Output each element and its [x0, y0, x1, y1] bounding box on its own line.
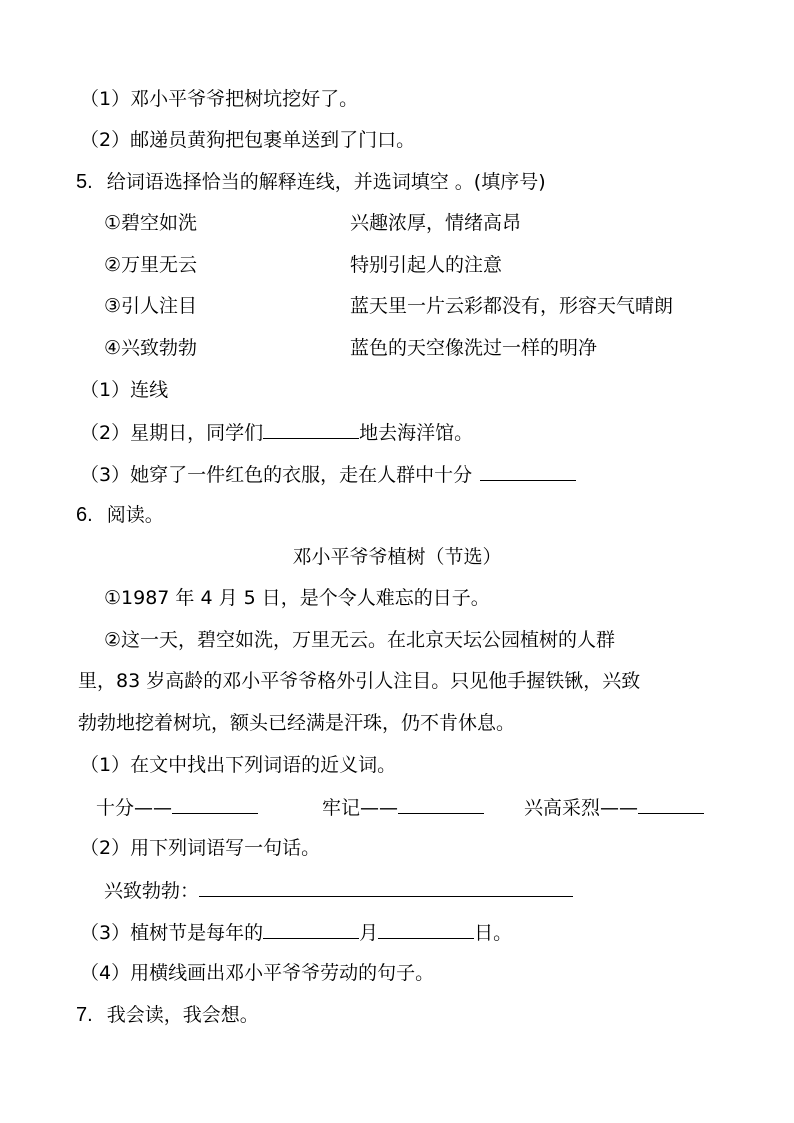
q5-sub-2	[80, 420, 473, 445]
q5-sub-3	[80, 462, 576, 487]
q6-synonym-3-blank[interactable]	[638, 795, 704, 814]
q5-header	[76, 170, 546, 194]
q5-word-4[interactable]: ④兴致勃勃	[104, 337, 198, 359]
q6-header	[76, 503, 164, 527]
q7-number: 7.	[76, 1004, 93, 1026]
q7-prompt: 我会读，我会想。	[106, 1004, 259, 1026]
q5-prompt: 给词语选择恰当的解释连线，并选词填空 。(填序号)	[106, 171, 546, 193]
q5-meaning-3[interactable]: 蓝天里一片云彩都没有，形容天气晴朗	[350, 295, 674, 317]
q6-month-blank[interactable]	[263, 920, 359, 939]
q6-synonym-1-blank[interactable]	[172, 795, 258, 814]
q6-synonym-3-label: 兴高采烈——	[524, 797, 639, 819]
q5-meaning-1[interactable]: 兴趣浓厚，情绪高昂	[350, 212, 522, 234]
q6-para-2-line-1: ②这一天，碧空如洗，万里无云。在北京天坛公园植树的人群	[104, 629, 616, 651]
q6-sentence-word: 兴致勃勃：	[104, 880, 200, 902]
q6-synonym-2-blank[interactable]	[398, 795, 484, 814]
q6-sub-3-month: 月	[359, 922, 379, 944]
q6-number: 6.	[76, 504, 93, 526]
q5-meaning-2[interactable]: 特别引起人的注意	[350, 254, 503, 276]
q6-synonym-1	[96, 795, 258, 820]
q6-sub-3	[80, 920, 512, 945]
q5-sub-2-blank[interactable]	[263, 420, 359, 439]
q6-sub-3-before: （3）植树节是每年的	[80, 922, 264, 944]
q6-passage-title: 邓小平爷爷植树（节选）	[292, 546, 502, 568]
q5-sub-2-before: （2）星期日，同学们	[80, 422, 264, 444]
q6-synonym-2	[322, 795, 484, 820]
q6-sub-1: （1）在文中找出下列词语的近义词。	[80, 754, 397, 776]
q6-prompt: 阅读。	[106, 504, 164, 526]
q5-sub-1: （1）连线	[80, 379, 169, 401]
q6-para-1: ①1987 年 4 月 5 日，是个令人难忘的日子。	[104, 587, 490, 609]
q5-word-2[interactable]: ②万里无云	[104, 254, 198, 276]
q6-synonym-1-label: 十分——	[96, 797, 173, 819]
q6-sub-3-day: 日。	[474, 922, 513, 944]
q6-para-2-line-3: 勃勃地挖着树坑，额头已经满是汗珠，仍不肯休息。	[78, 712, 516, 734]
q6-synonym-3	[524, 795, 704, 820]
q5-number: 5.	[76, 171, 93, 193]
q6-sentence-blank[interactable]	[199, 878, 573, 897]
q5-word-3[interactable]: ③引人注目	[104, 295, 198, 317]
q4-item-2: （2）邮递员黄狗把包裹单送到了门口。	[80, 129, 416, 151]
q6-sub-2: （2）用下列词语写一句话。	[80, 837, 321, 859]
q6-synonym-2-label: 牢记——	[322, 797, 399, 819]
q6-sub-4: （4）用横线画出邓小平爷爷劳动的句子。	[80, 962, 435, 984]
q5-sub-3-text: （3）她穿了一件红色的衣服，走在人群中十分	[80, 464, 473, 486]
q7-header	[76, 1003, 259, 1027]
q5-meaning-4[interactable]: 蓝色的天空像洗过一样的明净	[350, 337, 598, 359]
q4-item-1: （1）邓小平爷爷把树坑挖好了。	[80, 88, 359, 110]
q6-sentence	[104, 878, 573, 903]
q5-sub-2-after: 地去海洋馆。	[359, 422, 474, 444]
q6-para-2-line-2: 里，83 岁高龄的邓小平爷爷格外引人注目。只见他手握铁锹，兴致	[78, 670, 641, 692]
q5-sub-3-blank[interactable]	[480, 462, 576, 481]
q5-word-1[interactable]: ①碧空如洗	[104, 212, 198, 234]
q6-day-blank[interactable]	[378, 920, 474, 939]
